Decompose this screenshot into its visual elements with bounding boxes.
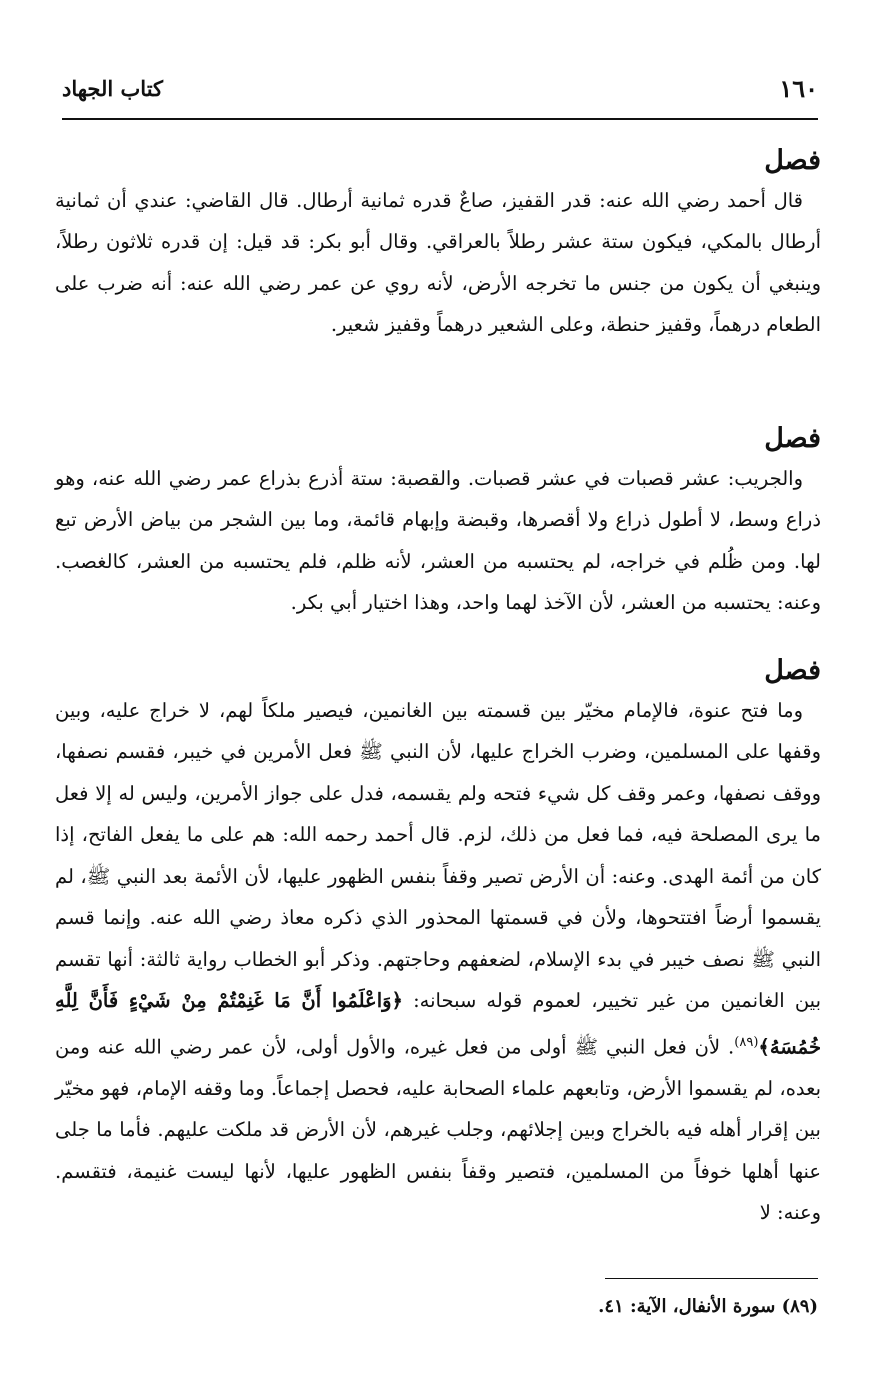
section-2 bbox=[55, 424, 821, 624]
section-3 bbox=[55, 656, 821, 1234]
footnote-reference: (٨٩) bbox=[734, 1034, 759, 1050]
paragraph-text: . لأن فعل النبي ﷺ أولى من فعل غيره، والأول أولى، لأن عمر رضي الله عنه ومن بعده، لم يقسموا الأرض، وتابعهم علماء الصحابة عليه، فحصل إجماعاً. وما وقفه الإمام، فهو مخيّر بين إقرار أهله فيه بالخراج وبين إجلائهم، وجلب غيرهم، لأن الأرض قد ملكت عليهم. فأما ما جلى عنها أهلها خوفاً من المسلمين، فتصير وقفاً بنفس الظهور عليها، لأنها ليست غنيمة، فتقسم. وعنه: لا bbox=[55, 1035, 821, 1225]
section-title: فصل bbox=[764, 423, 821, 454]
section-1 bbox=[55, 146, 821, 346]
quran-verse: ﴿وَاعْلَمُوا أَنَّ مَا غَنِمْتُمْ مِنْ شَيْءٍ فَأَنَّ لِلَّهِ خُمُسَهُ﴾ bbox=[55, 989, 821, 1059]
section-title: فصل bbox=[764, 145, 821, 176]
paragraph-text: وما فتح عنوة، فالإمام مخيّر بين قسمته بين الغانمين، فيصير ملكاً لهم، لا خراج عليه، وبين وقفها على المسلمين، وضرب الخراج عليها، لأن النبي ﷺ فعل الأمرين في خيبر، فقسم نصفها، ووقف نصفها، وعمر وقف كل شيء فتحه ولم يقسمه، فدل على جواز الأمرين، وليس له إلا فعل ما يرى المصلحة فيه، فما فعل من ذلك، لزم. قال أحمد رحمه الله: هم على ما يفعل الفاتح، إذا كان من أئمة الهدى. وعنه: أن الأرض تصير وقفاً بنفس الظهور عليها، لأن الأئمة بعد النبي ﷺ، لم يقسموا أرضاً افتتحوها، ولأن في قسمتها المحذور الذي ذكره معاذ رضي الله عنه. وإنما قسم النبي ﷺ نصف خيبر في بدء الإسلام، لضعفهم وحاجتهم. وذكر أبو الخطاب رواية ثالثة: أنها تقسم بين الغانمين من غير تخيير، لعموم قوله سبحانه: bbox=[55, 698, 821, 1013]
page-header bbox=[62, 72, 818, 108]
section-title: فصل bbox=[764, 655, 821, 686]
header-rule bbox=[62, 118, 818, 120]
section-paragraph: قال أحمد رضي الله عنه: قدر القفيز، صاعٌ قدره ثمانية أرطال. قال القاضي: عندي أن ثمانية أرطال بالمكي، فيكون ستة عشر رطلاً بالعراقي. وقال أبو بكر: قد قيل: إن قدره ثلاثون رطلاً، وينبغي أن يكون من جنس ما تخرجه الأرض، لأنه روي عن عمر رضي الله عنه: أنه ضرب على الطعام درهماً، وقفيز حنطة، وعلى الشعير درهماً وقفيز شعير. bbox=[55, 188, 821, 337]
page-number: ١٦٠ bbox=[779, 74, 818, 103]
footnote-rule bbox=[605, 1278, 818, 1279]
section-paragraph: والجريب: عشر قصبات في عشر قصبات. والقصبة: ستة أذرع بذراع عمر رضي الله عنه، وهو ذراع وسط، لا أطول ذراع ولا أقصرها، وقبضة وإبهام قائمة، وما بين الشجر من بياض الأرض تبع لها. ومن ظُلم في خراجه، لم يحتسبه من العشر، لأنه ظلم، فلم يحتسبه من العشر، كالغصب. وعنه: يحتسبه من العشر، لأن الآخذ لهما واحد، وهذا اختيار أبي بكر. bbox=[55, 466, 821, 615]
footnote: (٨٩) سورة الأنفال، الآية: ٤١. bbox=[598, 1296, 818, 1317]
running-title: كتاب الجهاد bbox=[62, 76, 164, 101]
section-paragraph bbox=[55, 690, 821, 1234]
